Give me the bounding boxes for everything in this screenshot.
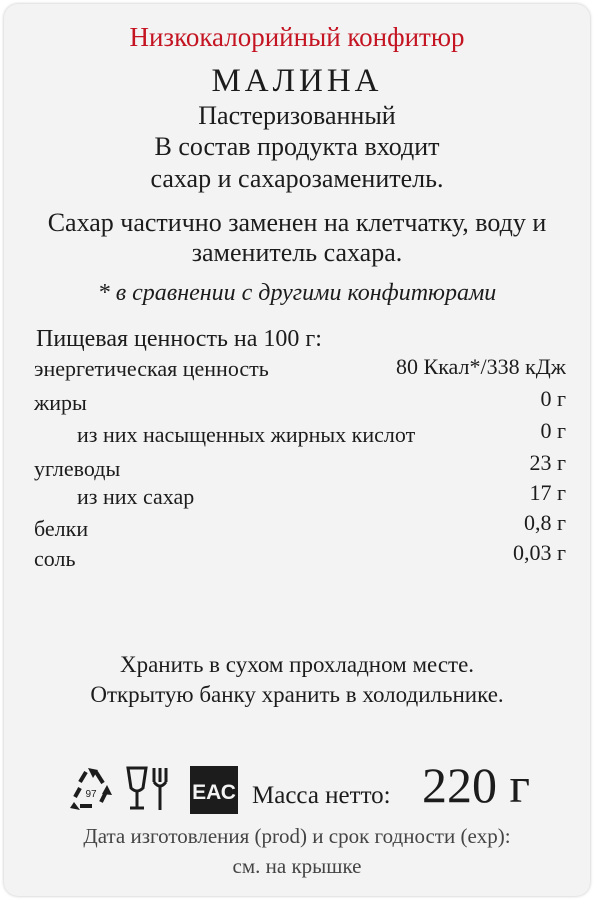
nutrition-name-saturated: из них насыщенных жирных кислот [77,422,416,447]
nutrition-value-salt: 0,03 г [512,540,566,565]
nutrition-value-saturated: 0 г [540,418,566,443]
footnote: * в сравнении с другими конфитюрами [97,280,497,306]
nutrition-name-fat: жиры [34,390,87,415]
recycle-code: 97 [85,789,97,800]
process-text: Пастеризованный [198,101,396,130]
recycle-icon [66,764,118,816]
nutrition-name-salt: соль [34,546,76,571]
eac-icon [188,764,240,816]
net-mass-label: Масса нетто: [252,782,391,809]
date-info-line-2: см. на крышке [232,854,362,878]
nutrition-value-fat: 0 г [540,386,566,411]
nutrition-name-sugar: из них сахар [77,484,195,509]
storage-line-1: Хранить в сухом прохладном месте. [119,652,475,677]
nutrition-heading: Пищевая ценность на 100 г: [36,326,322,352]
nutrition-value-carbs: 23 г [529,450,566,475]
category-title: Низкокалорийный конфитюр [129,22,465,52]
date-info-line-1: Дата изготовления (prod) и срок годности (exp): [83,824,511,848]
replacement-line-1: Сахар частично заменен на клетчатку, воду и [47,208,547,237]
composition-line-1: В состав продукта входит [154,132,440,161]
nutrition-name-energy: энергетическая ценность [34,356,269,381]
replacement-line-2: заменитель сахара. [191,238,403,267]
nutrition-name-carbs: углеводы [34,456,121,481]
nutrition-value-energy: 80 Ккал*/338 кДж [396,354,566,379]
food-contact-icon [124,764,174,816]
nutrition-value-protein: 0,8 г [523,510,566,535]
product-name: МАЛИНА [211,63,383,99]
product-label [4,4,590,896]
storage-line-2: Открытую банку хранить в холодильнике. [90,682,504,707]
net-mass-value: 220 г [422,757,531,813]
nutrition-name-protein: белки [34,516,89,541]
composition-line-2: сахар и сахарозаменитель. [150,164,444,193]
nutrition-value-sugar: 17 г [529,480,566,505]
eac-text: ЕАС [192,781,236,804]
